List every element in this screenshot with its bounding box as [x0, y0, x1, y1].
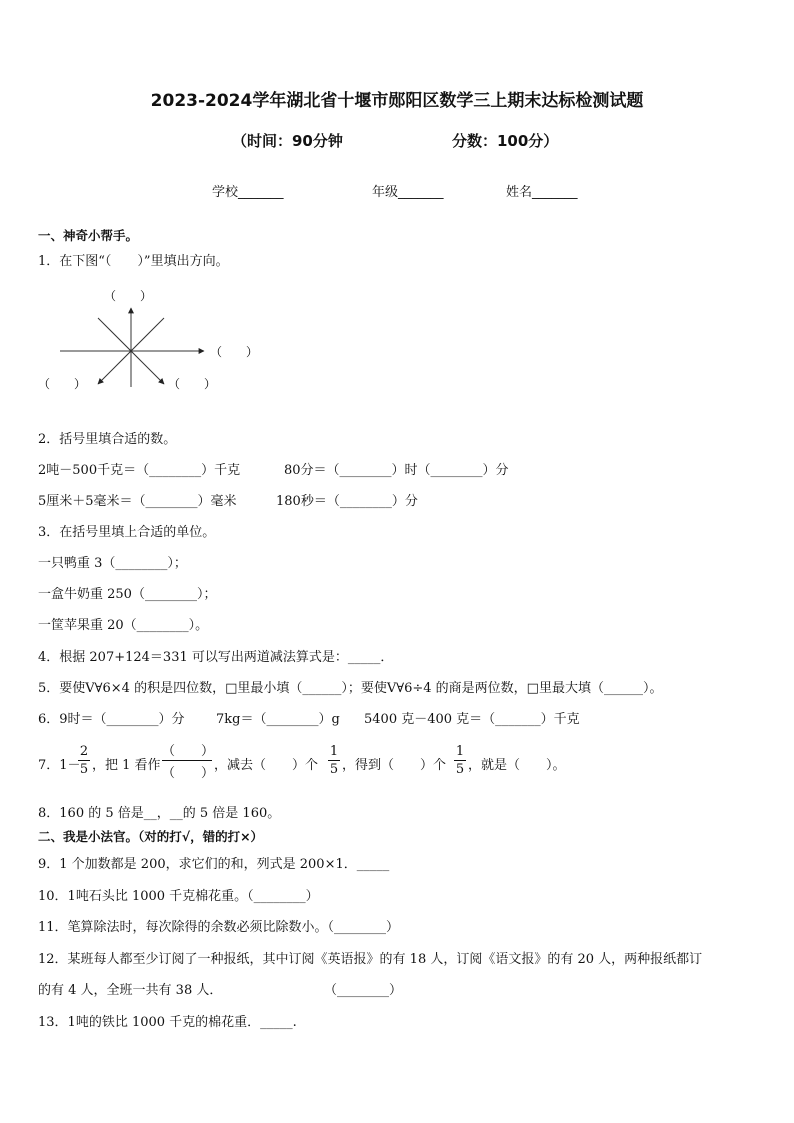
question-7-mid-1: ，把 1 看作 — [92, 758, 161, 773]
question-4: 4．根据 207+124＝331 可以写出两道减法算式是：_____． — [38, 650, 394, 665]
compass-label-right: （ ） — [210, 345, 259, 359]
exam-time: （时间：90分钟 — [232, 132, 343, 150]
question-6-b: 7kg＝（________）g — [216, 712, 340, 727]
question-3-a: 一只鸭重 3（________）； — [38, 556, 187, 571]
fraction-bar — [78, 760, 90, 761]
compass-label-bottom-right: （ ） — [168, 377, 217, 391]
fraction-blank[interactable] — [162, 740, 215, 781]
fraction-denominator: 5 — [79, 762, 89, 777]
name-field[interactable]: 姓名_______ — [506, 185, 578, 200]
page-title: 2023-2024学年湖北省十堰市郧阳区数学三上期末达标检测试题 — [150, 91, 644, 111]
fraction-1-5 — [454, 744, 466, 777]
question-1: 1．在下图“（ ）”里填出方向。 — [38, 254, 229, 269]
section-heading-2: 二、我是小法官。（对的打√，错的打×） — [38, 829, 264, 844]
compass-label-top: （ ） — [104, 289, 153, 303]
school-field[interactable]: 学校_______ — [212, 185, 284, 200]
question-5: 5．要使Ⅴ∀6×4 的积是四位数，□里最小填（______）；要使Ⅴ∀6÷4 的商是两位数，□里最大填（______）。 — [38, 681, 663, 696]
question-12-line-1: 12．某班每人都至少订阅了一种报纸，其中订阅《英语报》的有 18 人，订阅《语文报》的有 20 人，两种报纸都订 — [38, 952, 703, 967]
section-heading-1: 一、神奇小帮手。 — [38, 228, 139, 243]
fraction-blank-numerator[interactable]: （ ） — [162, 744, 215, 759]
fraction-numerator: 1 — [329, 744, 339, 759]
fraction-numerator: 2 — [79, 744, 89, 759]
fraction-blank-denominator[interactable]: （ ） — [162, 766, 215, 781]
fraction-numerator: 1 — [455, 744, 465, 759]
compass-diagram — [38, 284, 278, 396]
fraction-bar — [162, 760, 212, 761]
question-3: 3．在括号里填上合适的单位。 — [38, 525, 216, 540]
question-7-mid-3: ，得到（ ）个 — [342, 758, 447, 773]
question-11: 11．笔算除法时，每次除得的余数必须比除数小。（________） — [38, 920, 400, 935]
question-3-c: 一筐苹果重 20（________）。 — [38, 618, 209, 633]
question-13: 13．1吨的铁比 1000 千克的棉花重．_____. — [38, 1015, 297, 1030]
fraction-bar — [328, 760, 340, 761]
compass-label-bottom-left: （ ） — [38, 377, 87, 391]
question-7-mid-2: ，减去（ ）个 — [214, 758, 319, 773]
question-10: 10．1吨石头比 1000 千克棉花重。（________） — [38, 889, 319, 904]
question-2-line-2a: 5厘米＋5毫米＝（________）毫米 — [38, 494, 237, 509]
question-9: 9．1 个加数都是 200，求它们的和，列式是 200×1．_____ — [38, 857, 390, 872]
question-2-line-1a: 2吨－500千克＝（________）千克 — [38, 463, 241, 478]
fraction-bar — [454, 760, 466, 761]
question-3-b: 一盒牛奶重 250（________）； — [38, 587, 217, 602]
question-2: 2．括号里填合适的数。 — [38, 432, 177, 447]
fraction-2-5 — [78, 744, 90, 777]
exam-score: 分数：100分） — [452, 132, 559, 150]
question-8: 8．160 的 5 倍是__，__的 5 倍是 160。 — [38, 806, 281, 821]
question-2-line-2b: 180秒＝（________）分 — [276, 494, 418, 509]
fraction-1-5 — [328, 744, 340, 777]
question-7-prefix: 7．1－ — [38, 758, 81, 773]
fraction-denominator: 5 — [455, 762, 465, 777]
grade-field[interactable]: 年级_______ — [372, 185, 444, 200]
fraction-denominator: 5 — [329, 762, 339, 777]
question-12-answer-blank[interactable]: （________） — [324, 983, 403, 998]
question-6-c: 5400 克－400 克＝（_______）千克 — [364, 712, 580, 727]
question-2-line-1b: 80分＝（________）时（________）分 — [284, 463, 509, 478]
question-12-line-2: 的有 4 人，全班一共有 38 人． — [38, 983, 223, 998]
question-6-a: 6．9时＝（________）分 — [38, 712, 185, 727]
question-7-suffix: ，就是（ ）。 — [468, 758, 566, 773]
